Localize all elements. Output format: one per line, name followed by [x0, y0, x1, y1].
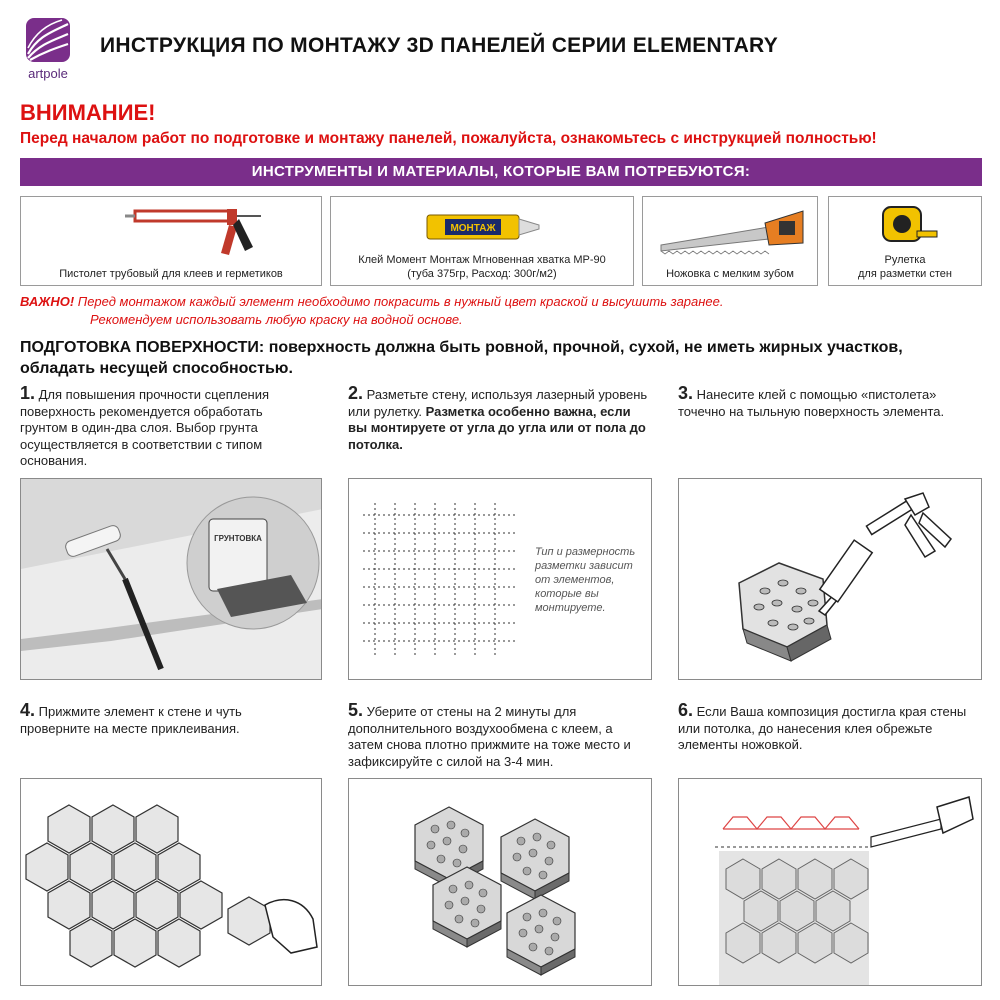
step-number: 3. — [678, 383, 694, 403]
step-2-illustration — [348, 478, 652, 680]
tool-label: Пистолет трубовый для клеев и герметиков — [59, 268, 283, 280]
saw-icon — [657, 205, 807, 257]
step-3-text — [678, 385, 968, 420]
tool-card-saw — [642, 196, 818, 286]
step-6-illustration — [678, 778, 982, 986]
glue-application-icon — [679, 479, 982, 680]
marking-note: Тип и размерность разметки зависит от элементов, которые вы монтируете. — [535, 546, 636, 614]
primer-jar-label: ГРУНТОВКА — [214, 534, 262, 543]
step-5-illustration — [348, 778, 652, 986]
hexagon-glue-back-icon — [349, 779, 652, 986]
tool-card-caulk-gun — [20, 196, 322, 286]
step-number: 4. — [20, 700, 36, 720]
step-number: 1. — [20, 383, 36, 403]
preparation-label: ПОДГОТОВКА ПОВЕРХНОСТИ: — [20, 339, 265, 356]
step-body: Уберите от стены на 2 минуты для дополнительного воздухообмена с клеем, а затем снова плотно прижмите на тоже место и зафиксируйте с силой на 3-4 мин. — [348, 704, 631, 769]
preparation-text — [20, 337, 980, 379]
step-1-text — [20, 385, 310, 470]
important-label: ВАЖНО! — [20, 294, 75, 309]
important-line2: Рекомендуем использовать любую краску на водной основе. — [90, 312, 463, 327]
page-title: ИНСТРУКЦИЯ ПО МОНТАЖУ 3D ПАНЕЛЕЙ СЕРИИ ELEMENTARY — [100, 34, 779, 57]
tool-label: Клей Момент Монтаж Мгновенная хватка MP-90 — [358, 254, 606, 266]
important-line1: Перед монтажом каждый элемент необходимо покрасить в нужный цвет краской и высушить заранее. — [74, 294, 724, 309]
primer-roller-illustration — [21, 479, 322, 680]
step-body: Для повышения прочности сцепления поверхность рекомендуется обработать грунтом в один-два слоя. Выбор грунта осуществляется в соответствии с типом основания. — [20, 387, 270, 468]
preparation-body: поверхность должна быть ровной, прочной, сухой, не иметь жирных участков, обладать несущей способностью. — [20, 339, 903, 377]
glue-tube-label: МОНТАЖ — [450, 223, 496, 234]
step-bold: Разметка особенно важна, если вы монтируете от угла до угла или от пола до потолка. — [348, 403, 646, 452]
tool-card-glue — [330, 196, 634, 286]
tool-label: Ножовка с мелким зубом — [666, 268, 794, 280]
warning-text: Перед началом работ по подготовке и монтажу панелей, пожалуйста, ознакомьтесь с инструкцией полностью! — [20, 130, 877, 147]
step-body: Если Ваша композиция достигла края стены или потолка, до нанесения клея обрежьте элементы ножовкой. — [678, 704, 967, 752]
step-5-text — [348, 702, 648, 770]
step-body: Разметьте стену, используя лазерный уровень или рулетку. — [348, 387, 648, 419]
tool-sublabel: для разметки стен — [858, 268, 952, 280]
logo-text: artpole — [28, 66, 68, 81]
step-2-text — [348, 385, 648, 453]
step-4-illustration — [20, 778, 322, 986]
important-note — [20, 293, 723, 329]
caulk-gun-icon — [121, 203, 271, 259]
step-3-illustration — [678, 478, 982, 680]
tools-heading: ИНСТРУМЕНТЫ И МАТЕРИАЛЫ, КОТОРЫЕ ВАМ ПОТРЕБУЮТСЯ: — [20, 158, 982, 186]
step-6-text — [678, 702, 968, 754]
step-1-illustration — [20, 478, 322, 680]
step-body: Нанесите клей с помощью «пистолета» точечно на тыльную поверхность элемента. — [678, 387, 945, 419]
tape-measure-icon — [877, 201, 941, 245]
hexagon-wall-icon — [21, 779, 322, 986]
warning-heading: ВНИМАНИЕ! — [20, 100, 156, 125]
step-4-text — [20, 702, 310, 737]
tool-label: Рулетка — [884, 254, 926, 266]
tool-sublabel: (туба 375гр, Расход: 300г/м2) — [407, 268, 557, 280]
hexagon-cut-saw-icon — [679, 779, 982, 986]
step-number: 2. — [348, 383, 364, 403]
step-number: 6. — [678, 700, 694, 720]
step-number: 5. — [348, 700, 364, 720]
tool-card-tape — [828, 196, 982, 286]
glue-tube-icon — [423, 207, 543, 247]
step-body: Прижмите элемент к стене и чуть проверните на месте приклеивания. — [20, 704, 242, 736]
